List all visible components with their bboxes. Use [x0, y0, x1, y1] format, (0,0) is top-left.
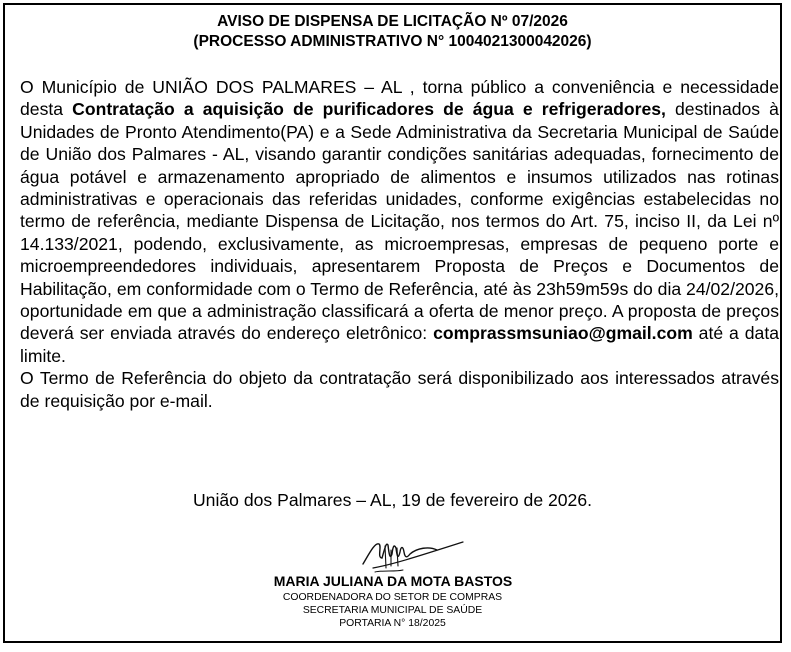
body-text-intro: O Município de UNIÃO DOS PALMARES – AL , torna público a conveniência e necessidade desta: [20, 77, 779, 120]
signatory-department: SECRETARIA MUNICIPAL DE SAÚDE: [302, 605, 483, 616]
notice-frame: [3, 3, 782, 643]
body-text-details: destinados à Unidades de Pronto Atendimento(PA) e a Sede Administrativa da Secretaria Municipal de Saúde de União dos Palmares - AL, visando garantir condições sanitárias adequadas, fornecimento de água potável e armazenamento apropriado de alimentos e insumos utilizados nas rotinas administrativas e operacionais das referidas unidades, conforme exigências estabelecidas no termo de referência, mediante Dispensa de Licitação, nos termos do Art. 75, inciso II, da Lei nº 14.133/2021, podendo, exclusivamente, as microempresas, empresas de pequeno porte e microempreendedores individuais, apresentarem Proposta de Preços e Documentos de Habilitação, em conformidade com o Termo de Referência, até às 23h59m59s do dia 24/02/2026, oportunidade em que a administração classificará a oferta de menor preço. A proposta de preços deverá ser enviada através do endereço eletrônico:: [20, 99, 779, 344]
notice-body: [20, 76, 779, 412]
place-and-date: União dos Palmares – AL, 19 de fevereiro de 2026.: [192, 490, 593, 510]
reference-paragraph: O Termo de Referência do objeto da contratação será disponibilizado aos interessados através de requisição por e-mail.: [20, 368, 779, 411]
signatory-name: MARIA JULIANA DA MOTA BASTOS: [273, 573, 513, 589]
notice-title: AVISO DE DISPENSA DE LICITAÇÃO Nº 07/2026: [217, 13, 568, 30]
main-paragraph: [20, 76, 779, 367]
signatory-role: COORDENADORA DO SETOR DE COMPRAS: [282, 592, 503, 603]
contact-email: comprassmsuniao@gmail.com: [433, 323, 693, 344]
body-text-deadline: até a data limite.: [20, 323, 779, 366]
process-number: (PROCESSO ADMINISTRATIVO N° 1004021300042026): [193, 33, 592, 50]
signatory-ordinance: PORTARIA N° 18/2025: [339, 618, 446, 629]
contract-object: Contratação a aquisição de purificadores de água e refrigeradores,: [72, 99, 666, 120]
